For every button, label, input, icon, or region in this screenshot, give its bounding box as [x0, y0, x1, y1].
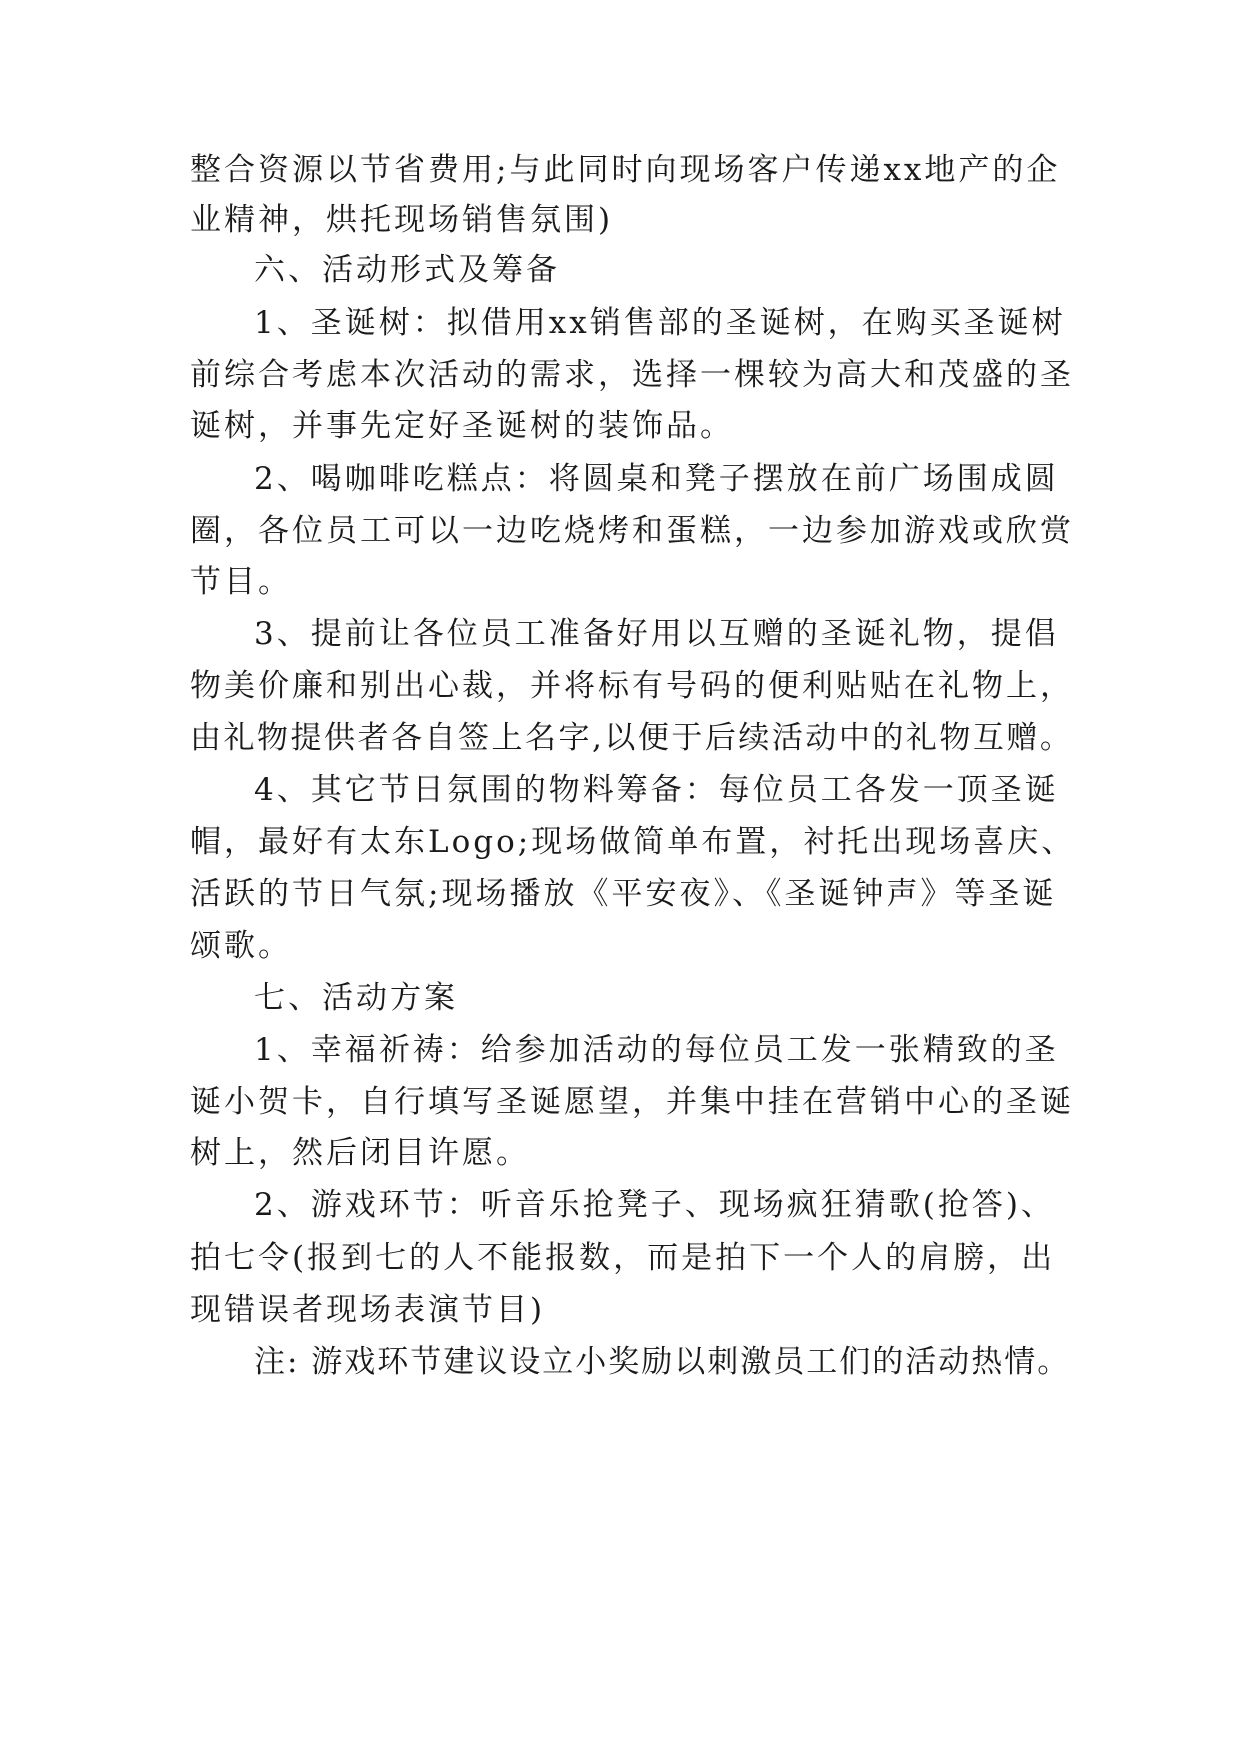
body-text-line: 业精神，烘托现场销售氛围) — [190, 202, 614, 238]
body-text-line: 3、提前让各位员工准备好用以互赠的圣诞礼物，提倡 — [254, 616, 1059, 652]
body-text-line: 拍七令(报到七的人不能报数，而是拍下一个人的肩膀，出 — [190, 1240, 1056, 1276]
body-text-line: 帽，最好有太东Logo;现场做简单布置，衬托出现场喜庆、 — [190, 824, 1076, 860]
body-text-line: 诞小贺卡，自行填写圣诞愿望，并集中挂在营销中心的圣诞 — [190, 1084, 1074, 1120]
body-text-line: 2、喝咖啡吃糕点：将圆桌和凳子摆放在前广场围成圆 — [254, 461, 1059, 497]
body-text-line: 现错误者现场表演节目) — [190, 1292, 546, 1328]
body-text-line: 圈，各位员工可以一边吃烧烤和蛋糕，一边参加游戏或欣赏 — [190, 513, 1074, 549]
body-text-line: 活跃的节日气氛;现场播放《平安夜》、《圣诞钟声》等圣诞 — [190, 876, 1057, 912]
body-text-line: 1、幸福祈祷：给参加活动的每位员工发一张精致的圣 — [254, 1032, 1059, 1068]
body-text-line: 注: 游戏环节建议设立小奖励以刺激员工们的活动热情。 — [254, 1344, 1071, 1380]
section-heading: 六、活动形式及筹备 — [254, 252, 560, 288]
section-heading: 七、活动方案 — [254, 980, 458, 1016]
body-text-line: 诞树，并事先定好圣诞树的装饰品。 — [190, 408, 734, 444]
body-text-line: 物美价廉和别出心裁，并将标有号码的便利贴贴在礼物上， — [190, 668, 1074, 704]
body-text-line: 前综合考虑本次活动的需求，选择一棵较为高大和茂盛的圣 — [190, 357, 1074, 393]
body-text-line: 1、圣诞树：拟借用xx销售部的圣诞树，在购买圣诞树 — [254, 305, 1066, 341]
body-text-line: 2、游戏环节：听音乐抢凳子、现场疯狂猜歌(抢答)、 — [254, 1187, 1055, 1223]
body-text-line: 节目。 — [190, 564, 292, 600]
body-text-line: 颂歌。 — [190, 928, 292, 964]
body-text-line: 4、其它节日氛围的物料筹备：每位员工各发一顶圣诞 — [254, 772, 1059, 808]
body-text-line: 树上，然后闭目许愿。 — [190, 1135, 530, 1171]
body-text-line: 整合资源以节省费用;与此同时向现场客户传递xx地产的企 — [190, 152, 1061, 188]
body-text-line: 由礼物提供者各自签上名字,以便于后续活动中的礼物互赠。 — [190, 720, 1074, 756]
